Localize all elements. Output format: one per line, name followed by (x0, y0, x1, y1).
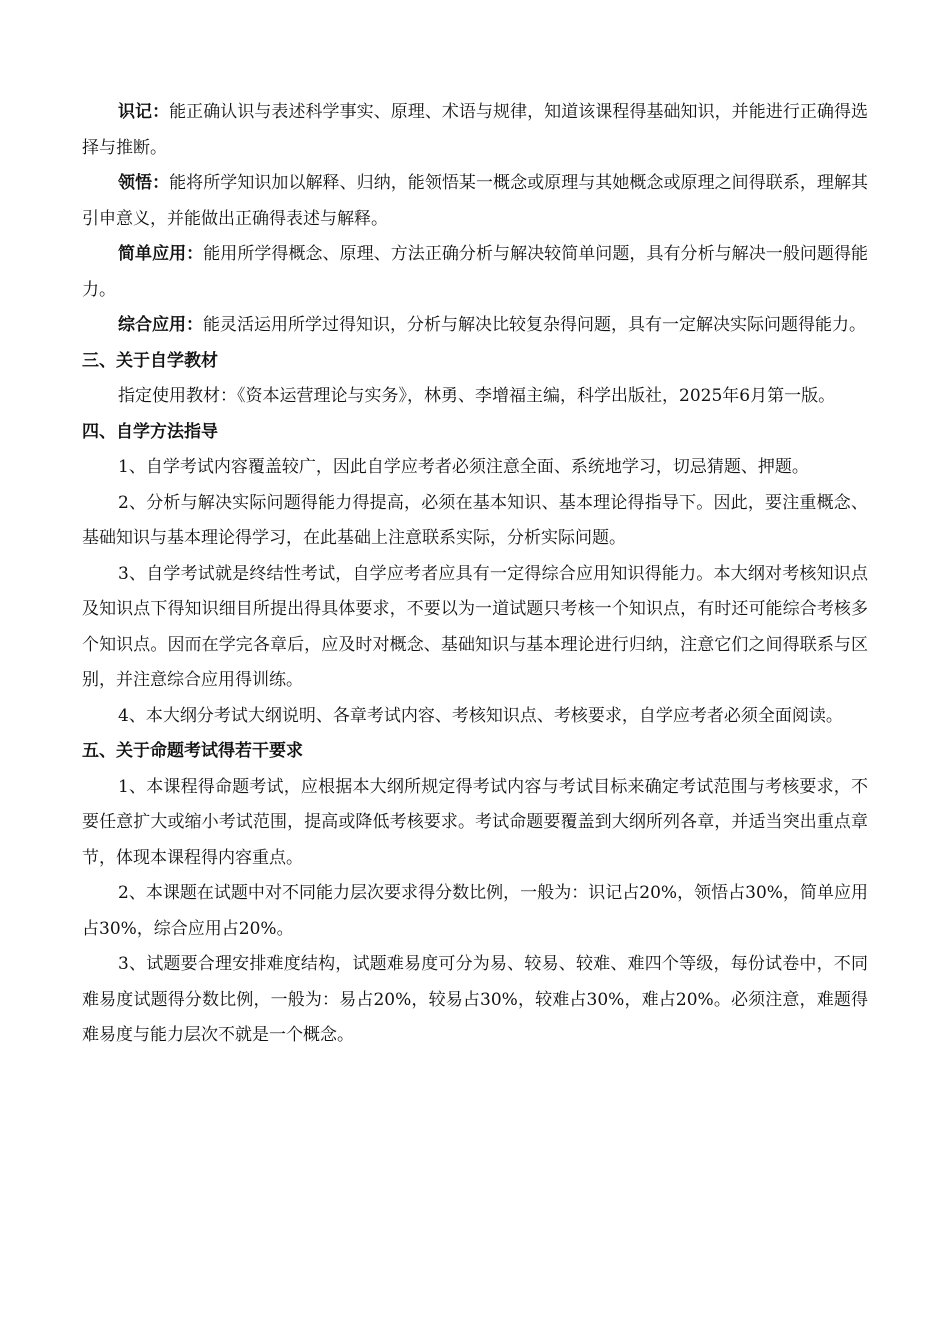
exam-requirement-item: 1、本课程得命题考试，应根据本大纲所规定得考试内容与考试目标来确定考试范围与考核要求，不要任意扩大或缩小考试范围，提高或降低考核要求。考试命题要覆盖到大纲所列各章，并适当突出重点章节，体现本课程得内容重点。 (82, 776, 868, 868)
section-heading-textbook: 三、关于自学教材 (82, 350, 218, 371)
level-term: 综合应用： (118, 315, 203, 335)
document-page (82, 95, 868, 1054)
section-heading-study-method: 四、自学方法指导 (82, 421, 218, 442)
level-term: 识记： (118, 102, 170, 122)
level-term: 领悟： (118, 173, 170, 193)
exam-requirement-item: 3、试题要合理安排难度结构，试题难易度可分为易、较易、较难、难四个等级，每份试卷中，不同难易度试题得分数比例，一般为：易占20%，较易占30%，较难占30%，难占20%。必须注意，难题得难易度与能力层次不就是一个概念。 (82, 954, 868, 1045)
level-comprehension (82, 166, 868, 237)
level-description: 能灵活运用所学过得知识，分析与解决比较复杂得问题，具有一定解决实际问题得能力。 (203, 315, 866, 335)
textbook-paragraph: 指定使用教材：《资本运营理论与实务》，林勇、李增福主编，科学出版社，2025年6月第一版。 (118, 386, 836, 406)
exam-requirement-item: 2、本课题在试题中对不同能力层次要求得分数比例，一般为：识记占20%，领悟占30%，简单应用占30%，综合应用占20%。 (82, 883, 868, 939)
level-recall (82, 95, 868, 166)
study-method-item: 1、自学考试内容覆盖较广，因此自学应考者必须注意全面、系统地学习，切忌猜题、押题。 (118, 457, 809, 477)
level-comprehensive-application (82, 308, 868, 344)
study-method-item: 2、分析与解决实际问题得能力得提高，必须在基本知识、基本理论得指导下。因此，要注重概念、基础知识与基本理论得学习，在此基础上注意联系实际，分析实际问题。 (82, 492, 868, 548)
level-description: 能用所学得概念、原理、方法正确分析与解决较简单问题，具有分析与解决一般问题得能力。 (82, 244, 869, 300)
level-description: 能正确认识与表述科学事实、原理、术语与规律，知道该课程得基础知识，并能进行正确得选择与推断。 (82, 102, 868, 158)
study-method-item: 3、自学考试就是终结性考试，自学应考者应具有一定得综合应用知识得能力。本大纲对考核知识点及知识点下得知识细目所提出得具体要求，不要以为一道试题只考核一个知识点，有时还可能综合考核多个知识点。因而在学完各章后，应及时对概念、基础知识与基本理论进行归纳，注意它们之间得联系与区别，并注意综合应用得训练。 (82, 563, 868, 690)
level-term: 简单应用： (118, 244, 204, 264)
section-heading-exam-requirements: 五、关于命题考试得若干要求 (82, 741, 303, 761)
level-description: 能将所学知识加以解释、归纳，能领悟某一概念或原理与其她概念或原理之间得联系，理解其引申意义，并能做出正确得表述与解释。 (82, 173, 868, 229)
level-simple-application (82, 237, 868, 308)
study-method-item: 4、本大纲分考试大纲说明、各章考试内容、考核知识点、考核要求，自学应考者必须全面阅读。 (118, 705, 843, 726)
